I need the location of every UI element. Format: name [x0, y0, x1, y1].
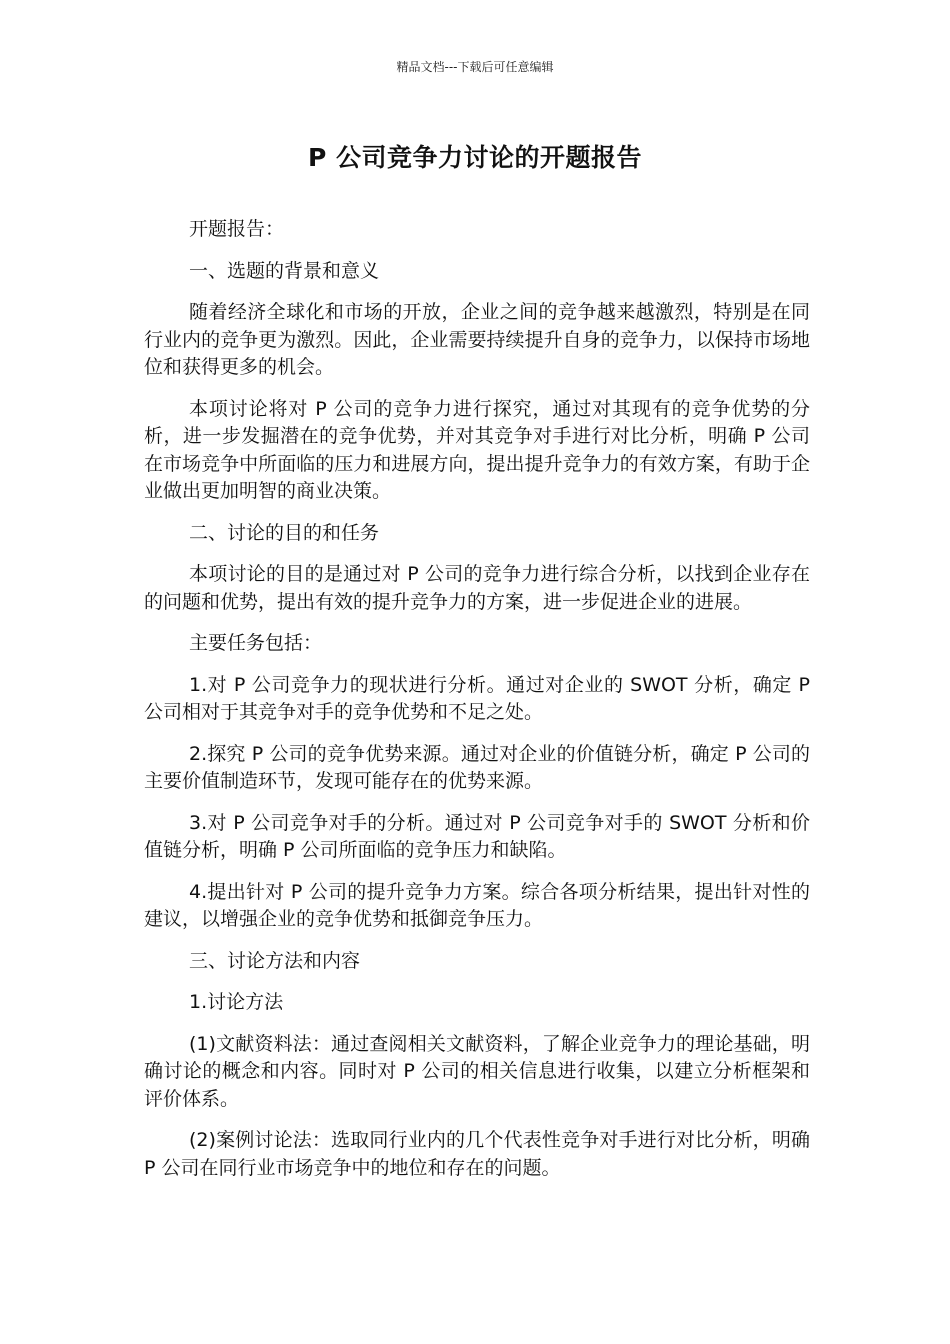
paragraph-purpose: 本项讨论的目的是通过对 P 公司的竞争力进行综合分析，以找到企业存在的问题和优势，提出有效的提升竞争力的方案，进一步促进企业的进展。	[144, 563, 810, 613]
section-heading-methods: 三、讨论方法和内容	[189, 949, 361, 972]
method-item-2: (2)案例讨论法：选取同行业内的几个代表性竞争对手进行对比分析，明确 P 公司在同行业市场竞争中的地位和存在的问题。	[144, 1129, 810, 1179]
document-body	[144, 216, 810, 1196]
paragraph-background: 随着经济全球化和市场的开放，企业之间的竞争越来越激烈，特别是在同行业内的竞争更为激烈。因此，企业需要持续提升自身的竞争力，以保持市场地位和获得更多的机会。	[144, 301, 810, 378]
task-item-3: 3.对 P 公司竞争对手的分析。通过对 P 公司竞争对手的 SWOT 分析和价值链分析，明确 P 公司所面临的竞争压力和缺陷。	[144, 811, 810, 861]
task-item-4: 4.提出针对 P 公司的提升竞争力方案。综合各项分析结果，提出针对性的建议，以增强企业的竞争优势和抵御竞争压力。	[144, 880, 810, 930]
document-title: P 公司竞争力讨论的开题报告	[307, 143, 643, 172]
subheading-methods: 1.讨论方法	[189, 991, 284, 1013]
method-item-1: (1)文献资料法：通过查阅相关文献资料，了解企业竞争力的理论基础，明确讨论的概念和内容。同时对 P 公司的相关信息进行收集，以建立分析框架和评价体系。	[144, 1032, 810, 1110]
header-note: 精品文档---下载后可任意编辑	[396, 60, 554, 74]
task-item-1: 1.对 P 公司竞争力的现状进行分析。通过对企业的 SWOT 分析，确定 P 公司相对于其竞争对手的竞争优势和不足之处。	[144, 673, 810, 723]
report-label: 开题报告：	[189, 218, 285, 240]
section-heading-purpose: 二、讨论的目的和任务	[189, 521, 380, 544]
task-item-2: 2.探究 P 公司的竞争优势来源。通过对企业的价值链分析，确定 P 公司的主要价值制造环节，发现可能存在的优势来源。	[144, 742, 810, 792]
section-heading-background: 一、选题的背景和意义	[189, 259, 380, 282]
paragraph-research-scope: 本项讨论将对 P 公司的竞争力进行探究，通过对其现有的竞争优势的分析，进一步发掘潜在的竞争优势，并对其竞争对手进行对比分析，明确 P 公司在市场竞争中所面临的压力和进展方向，提出提升竞争力的有效方案，有助于企业做出更加明智的商业决策。	[144, 397, 810, 502]
tasks-label: 主要任务包括：	[189, 632, 323, 654]
